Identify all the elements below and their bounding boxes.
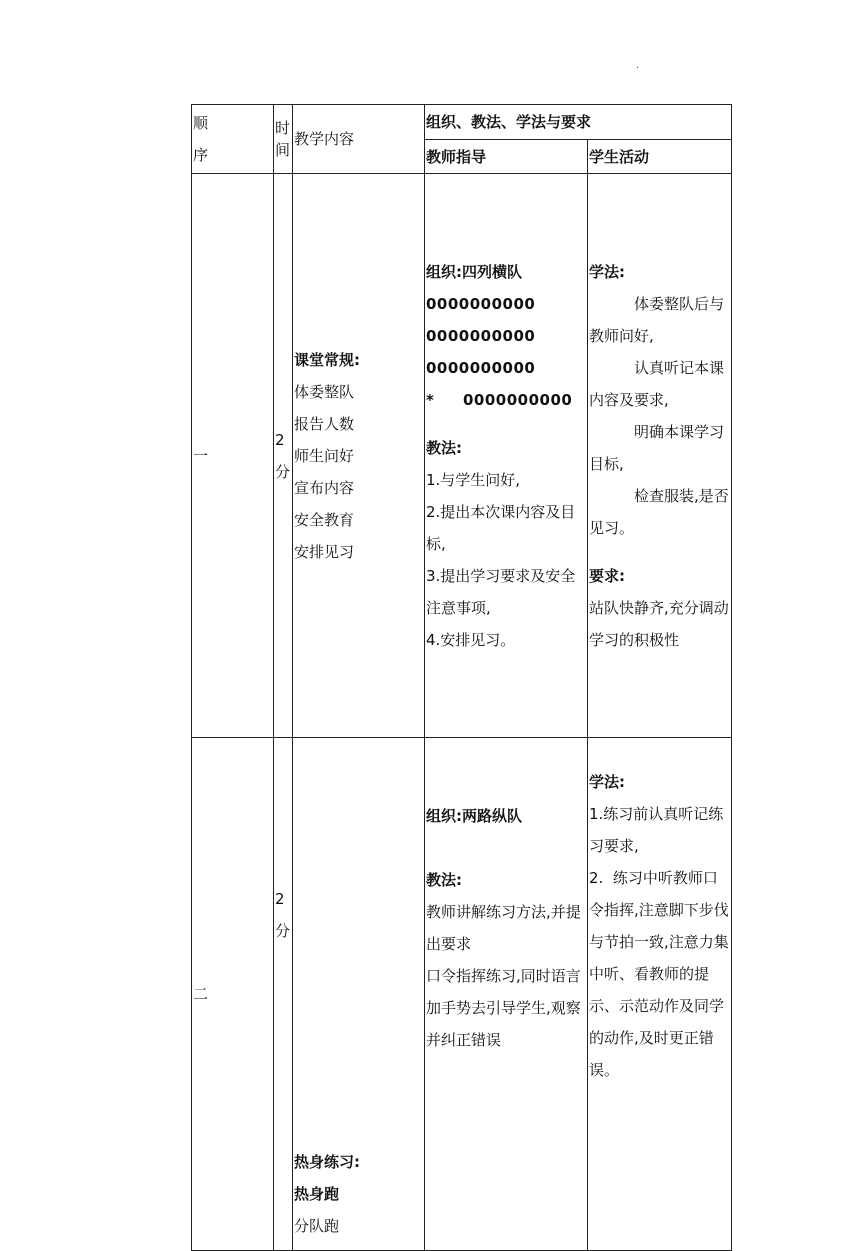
row1-formation-line: * 0000000000 <box>426 390 573 409</box>
row2-time <box>274 738 293 1251</box>
row1-formation-line: 0000000000 <box>426 358 536 377</box>
row2-teacher-spacer <box>426 832 586 864</box>
row2-content-subtitle: 热身跑 <box>294 1185 340 1203</box>
row1-content <box>293 174 425 738</box>
row1-content-item: 体委整队 <box>294 382 355 401</box>
header-order-line1: 顺 <box>193 114 209 132</box>
page-dot: . <box>636 60 640 71</box>
row1-content-item: 师生问好 <box>294 446 355 465</box>
row2-teacher-method: 教师讲解练习方法,并提出要求 <box>426 903 581 953</box>
row1-teacher-method: 3.提出学习要求及安全注意事项, <box>426 566 576 617</box>
row1-student <box>588 174 732 738</box>
row1-student-learn-item: 检查服装,是否见习。 <box>589 486 729 537</box>
row2-teacher <box>425 738 588 1251</box>
row1-content-item: 报告人数 <box>294 414 355 433</box>
row1-student-requirement: 站队快静齐,充分调动学习的积极性 <box>589 598 729 649</box>
header-time <box>274 105 293 174</box>
row1-formation-line: 0000000000 <box>426 326 536 345</box>
row2-content <box>293 738 425 1251</box>
lesson-plan-table <box>191 104 732 1251</box>
row1-content-item: 宣布内容 <box>294 478 355 497</box>
row1-teacher-spacer <box>426 416 586 432</box>
row2-order: 二 <box>192 738 274 1251</box>
row1-time-num: 2 <box>275 430 285 449</box>
header-student: 学生活动 <box>588 140 732 174</box>
row1-formation-line: 0000000000 <box>426 294 536 313</box>
row2-time-unit: 分 <box>275 922 291 940</box>
row2-student <box>588 738 732 1251</box>
row1-teacher-method: 2.提出本次课内容及目标, <box>426 502 576 553</box>
row2-time-num: 2 <box>275 890 285 908</box>
row2-student-learn-label: 学法: <box>589 773 625 791</box>
row2-teacher-method: 口令指挥练习,同时语言加手势去引导学生,观察并纠正错误 <box>426 967 581 1049</box>
row2-content-item: 分队跑 <box>294 1217 340 1235</box>
row1-content-title: 课堂常规: <box>294 350 360 369</box>
row1-student-learn-item: 认真听记本课内容及要求, <box>589 358 725 409</box>
row1-content-item: 安全教育 <box>294 510 355 529</box>
row1-time-unit: 分 <box>275 462 291 481</box>
row1-student-learn-item: 明确本课学习目标, <box>589 422 725 473</box>
header-org-group: 组织、教法、学法与要求 <box>425 105 732 140</box>
row1-order: 一 <box>192 174 274 738</box>
row1-student-learn-item: 体委整队后与教师问好, <box>589 294 725 345</box>
header-teacher: 教师指导 <box>425 140 588 174</box>
row1-teacher-org: 组织:四列横队 <box>426 262 522 281</box>
row1-teacher-method: 1.与学生问好, <box>426 470 521 489</box>
row1-student-req-label: 要求: <box>589 566 625 585</box>
row2-content-title: 热身练习: <box>294 1153 360 1171</box>
row1-content-item: 安排见习 <box>294 542 355 561</box>
row2-student-learn-item: 1.练习前认真听记练习要求, <box>589 805 724 855</box>
row2-student-learn-item: 2. 练习中听教师口令指挥,注意脚下步伐与节拍一致,注意力集中听、看教师的提示、示范动作及同学的动作,及时更正错误。 <box>589 869 729 1079</box>
header-order-line2: 序 <box>193 146 209 164</box>
header-order <box>192 105 274 174</box>
header-time-line2: 间 <box>275 141 291 159</box>
row1-teacher <box>425 174 588 738</box>
row1-time <box>274 174 293 738</box>
row1-teacher-method: 4.安排见习。 <box>426 630 516 649</box>
row1-student-spacer <box>589 544 730 560</box>
row1-teacher-method-label: 教法: <box>426 438 462 457</box>
row2-teacher-method-label: 教法: <box>426 871 462 889</box>
header-content: 教学内容 <box>293 105 425 174</box>
header-time-line1: 时 <box>275 119 291 137</box>
row2-teacher-org: 组织:两路纵队 <box>426 807 522 825</box>
row1-student-learn-label: 学法: <box>589 262 625 281</box>
